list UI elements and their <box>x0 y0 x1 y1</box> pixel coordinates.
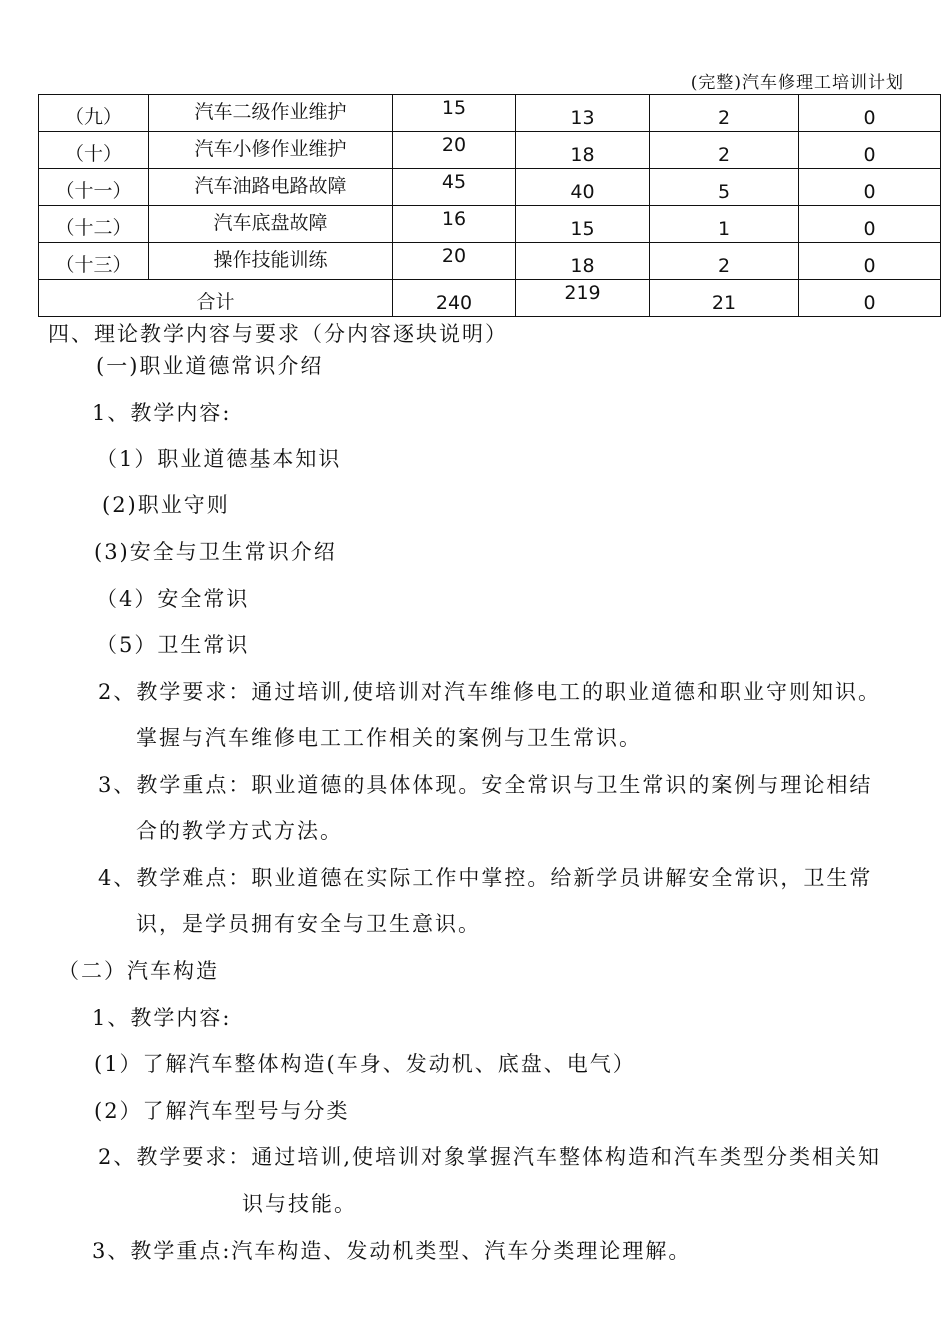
total-hours: 15 <box>393 95 516 132</box>
row-index: （十二） <box>39 206 149 243</box>
content-item: (2）了解汽车型号与分类 <box>94 1099 350 1123</box>
teaching-key-point-cont: 合的教学方式方法。 <box>136 819 343 843</box>
subsection-title: （二）汽车构造 <box>58 959 219 983</box>
row-index: （十） <box>39 132 149 169</box>
course-name: 汽车油路电路故障 <box>149 169 393 206</box>
practice-hours: 5 <box>650 169 799 206</box>
row-index: （九） <box>39 95 149 132</box>
course-name: 汽车二级作业维护 <box>149 95 393 132</box>
total-hours: 20 <box>393 243 516 280</box>
theory-hours: 13 <box>516 95 650 132</box>
practice-hours: 2 <box>650 95 799 132</box>
row-index: （十一） <box>39 169 149 206</box>
practice-hours: 2 <box>650 132 799 169</box>
other-hours: 0 <box>799 95 941 132</box>
other-hours: 0 <box>799 169 941 206</box>
page-header-title: (完整)汽车修理工培训计划 <box>690 73 904 93</box>
other-hours: 0 <box>799 206 941 243</box>
teaching-content-label: 1、教学内容: <box>92 401 232 425</box>
content-item: (2)职业守则 <box>102 493 230 517</box>
teaching-difficulty-cont: 识，是学员拥有安全与卫生意识。 <box>136 912 481 936</box>
theory-hours: 18 <box>516 132 650 169</box>
content-item: （1）职业道德基本知识 <box>96 447 342 471</box>
total-hours: 240 <box>393 280 516 317</box>
teaching-requirement: 2、教学要求：通过培训,使培训对象掌握汽车整体构造和汽车类型分类相关知 <box>98 1145 882 1169</box>
practice-hours: 2 <box>650 243 799 280</box>
other-hours: 0 <box>799 132 941 169</box>
theory-hours: 219 <box>516 280 650 317</box>
teaching-content-label: 1、教学内容: <box>92 1006 232 1030</box>
total-hours: 20 <box>393 132 516 169</box>
course-name: 操作技能训练 <box>149 243 393 280</box>
teaching-key-point: 3、教学重点:汽车构造、发动机类型、汽车分类理论理解。 <box>92 1239 692 1263</box>
total-hours: 45 <box>393 169 516 206</box>
course-name: 汽车底盘故障 <box>149 206 393 243</box>
teaching-difficulty: 4、教学难点：职业道德在实际工作中掌控。给新学员讲解安全常识，卫生常 <box>98 866 873 890</box>
practice-hours: 1 <box>650 206 799 243</box>
theory-hours: 40 <box>516 169 650 206</box>
content-item: （4）安全常识 <box>96 587 250 611</box>
content-item: (1）了解汽车整体构造(车身、发动机、底盘、电气） <box>94 1052 636 1076</box>
row-index: （十三） <box>39 243 149 280</box>
total-hours: 16 <box>393 206 516 243</box>
other-hours: 0 <box>799 243 941 280</box>
teaching-requirement-cont: 识与技能。 <box>242 1192 357 1216</box>
content-item: (3)安全与卫生常识介绍 <box>94 540 337 564</box>
theory-hours: 18 <box>516 243 650 280</box>
course-name: 汽车小修作业维护 <box>149 132 393 169</box>
section-heading: 四、理论教学内容与要求（分内容逐块说明） <box>48 322 508 346</box>
teaching-requirement-cont: 掌握与汽车维修电工工作相关的案例与卫生常识。 <box>136 726 642 750</box>
teaching-requirement: 2、教学要求：通过培训,使培训对汽车维修电工的职业道德和职业守则知识。 <box>98 680 882 704</box>
theory-hours: 15 <box>516 206 650 243</box>
total-label: 合计 <box>39 280 393 317</box>
other-hours: 0 <box>799 280 941 317</box>
subsection-title: (一)职业道德常识介绍 <box>96 354 324 378</box>
teaching-key-point: 3、教学重点：职业道德的具体体现。安全常识与卫生常识的案例与理论相结 <box>98 773 873 797</box>
content-item: （5）卫生常识 <box>96 633 250 657</box>
practice-hours: 21 <box>650 280 799 317</box>
